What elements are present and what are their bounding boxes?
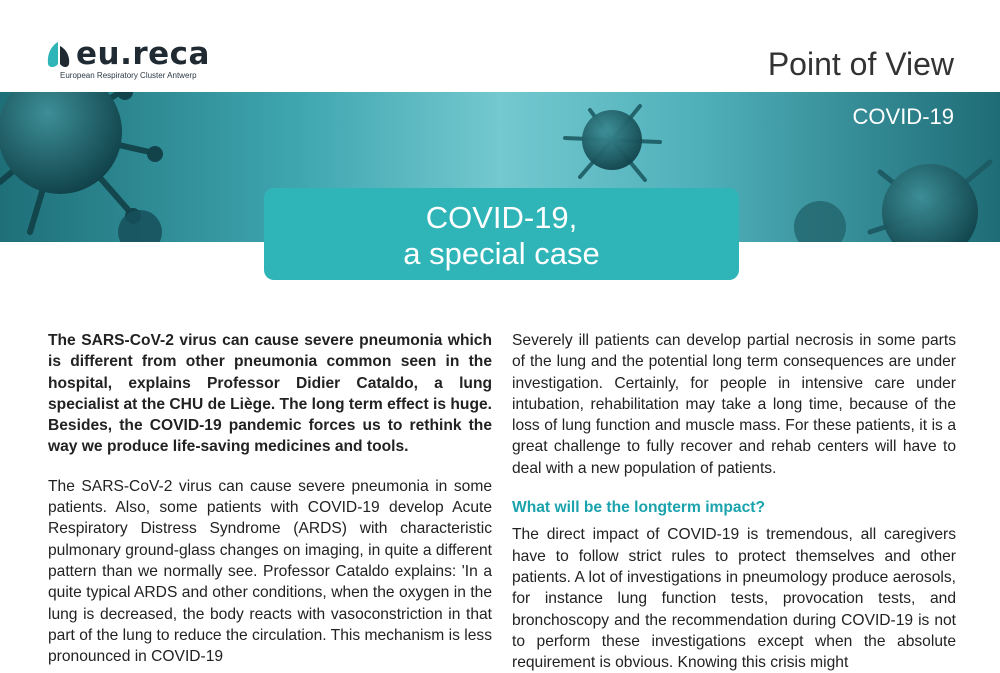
article-title-line-1: COVID-19, <box>425 200 578 235</box>
article-title-line-2: a special case <box>403 236 600 271</box>
section-subheading: What will be the longterm impact? <box>512 499 765 517</box>
page-header <box>0 0 1000 92</box>
right-column <box>512 330 956 673</box>
topic-tag: COVID-19 <box>852 104 954 129</box>
article-title-box <box>264 188 739 280</box>
logo-wordmark: eu.reca <box>76 36 210 72</box>
lead-paragraph: The SARS-CoV-2 virus can cause severe pneumonia which is different from other pneumonia common seen in the hospital, explains Professor Didier Cataldo, a lung specialist at the CHU de Liège. The long term effect is huge. Besides, the COVID-19 pandemic forces us to rethink the way we produce life-saving medicines and tools. <box>48 332 492 456</box>
body-paragraph-3: The direct impact of COVID-19 is tremendous, all caregivers have to follow strict rules to protect themselves and other patients. A lot of investigations in pneumology produce aerosols, for instance lung function tests, provocation tests, and bronchoscopy and the recommendation during COVID-19 is not to perform these investigations except when the absolute requirement is obvious. Knowing this crisis might <box>512 526 956 672</box>
body-paragraph-2: Severely ill patients can develop partial necrosis in some parts of the lung and the potential long term consequences are under investigation. Certainly, for people in intensive care under intubation, rehabilitation may take a long time, because of the loss of lung function and muscle mass. For these patients, it is a great challenge to fully recover and rehab centers will have to deal with a new population of patients. <box>512 332 956 477</box>
eureca-logo[interactable] <box>46 38 246 88</box>
section-title: Point of View <box>767 46 954 82</box>
logo-subtitle: European Respiratory Cluster Antwerp <box>60 71 197 80</box>
body-paragraph-1: The SARS-CoV-2 virus can cause severe pneumonia in some patients. Also, some patients with COVID-19 develop Acute Respiratory Distress Syndrome (ARDS) with characteristic pulmonary ground-glass changes on imaging, in quite a different pattern than we normally see. Professor Cataldo explains: 'In a quite typical ARDS and other conditions, when the oxygen in the lung is decreased, the body reacts with vasoconstriction in that part of the lung to reduce the circulation. This mechanism is less pronounced in COVID-19 <box>48 477 492 666</box>
left-column <box>48 330 492 667</box>
lungs-logo-icon <box>46 40 72 70</box>
